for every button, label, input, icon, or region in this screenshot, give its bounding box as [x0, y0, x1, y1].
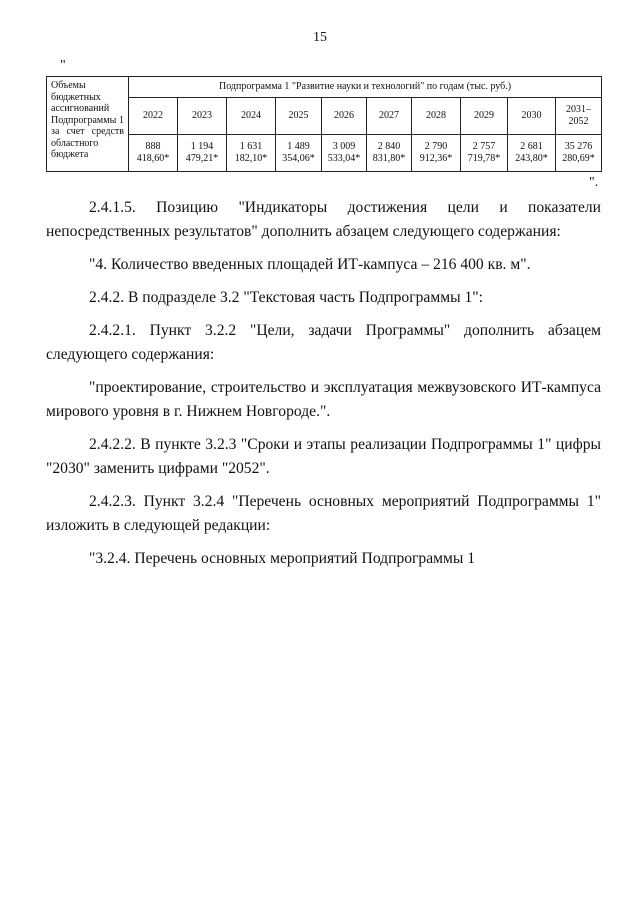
paragraph: 2.4.2.1. Пункт 3.2.2 "Цели, задачи Программы" дополнить абзацем следующего содержания:	[46, 322, 601, 363]
budget-table	[46, 76, 602, 172]
value-cell: 1 631 182,10*	[227, 134, 276, 171]
paragraph: "4. Количество введенных площадей ИТ-кампуса – 216 400 кв. м".	[89, 256, 531, 273]
paragraph: 2.4.2.2. В пункте 3.2.3 "Сроки и этапы реализации Подпрограммы 1" цифры "2030" заменить цифрами "2052".	[46, 436, 601, 477]
year-cell: 2023	[178, 97, 227, 134]
document-body	[46, 196, 601, 580]
table-row-header: Объемы бюджетных ассигнований Подпрограммы 1 за счет средств областного бюджета	[47, 77, 129, 172]
value-cell: 2 681 243,80*	[508, 134, 556, 171]
table-subheader: Подпрограмма 1 "Развитие науки и технологий" по годам (тыс. руб.)	[129, 77, 602, 98]
page-number: 15	[313, 30, 327, 45]
paragraph: "проектирование, строительство и эксплуатация межвузовского ИТ-кампуса мирового уровня в г. Нижнем Новгороде.".	[46, 379, 601, 420]
value-cell: 35 276 280,69*	[556, 134, 602, 171]
paragraph: 2.4.2.3. Пункт 3.2.4 "Перечень основных мероприятий Подпрограммы 1" изложить в следующей редакции:	[46, 493, 601, 534]
year-cell: 2024	[227, 97, 276, 134]
value-cell: 1 489 354,06*	[276, 134, 322, 171]
value-cell: 2 790 912,36*	[412, 134, 461, 171]
year-cell: 2025	[276, 97, 322, 134]
year-cell: 2029	[461, 97, 508, 134]
value-cell: 2 757 719,78*	[461, 134, 508, 171]
year-cell: 2031– 2052	[556, 97, 602, 134]
year-cell: 2022	[129, 97, 178, 134]
value-cell: 1 194 479,21*	[178, 134, 227, 171]
year-cell: 2028	[412, 97, 461, 134]
year-cell: 2030	[508, 97, 556, 134]
year-cell: 2026	[322, 97, 367, 134]
paragraph: "3.2.4. Перечень основных мероприятий Подпрограммы 1	[89, 550, 476, 567]
paragraph: 2.4.1.5. Позицию "Индикаторы достижения цели и показатели непосредственных результатов" дополнить абзацем следующего содержания:	[46, 199, 601, 240]
value-cell: 3 009 533,04*	[322, 134, 367, 171]
value-cell: 2 840 831,80*	[367, 134, 412, 171]
table-open-quote: "	[60, 58, 66, 73]
year-cell: 2027	[367, 97, 412, 134]
value-cell: 888 418,60*	[129, 134, 178, 171]
table-close-quote: ".	[589, 175, 599, 190]
paragraph: 2.4.2. В подразделе 3.2 "Текстовая часть Подпрограммы 1":	[89, 289, 483, 306]
